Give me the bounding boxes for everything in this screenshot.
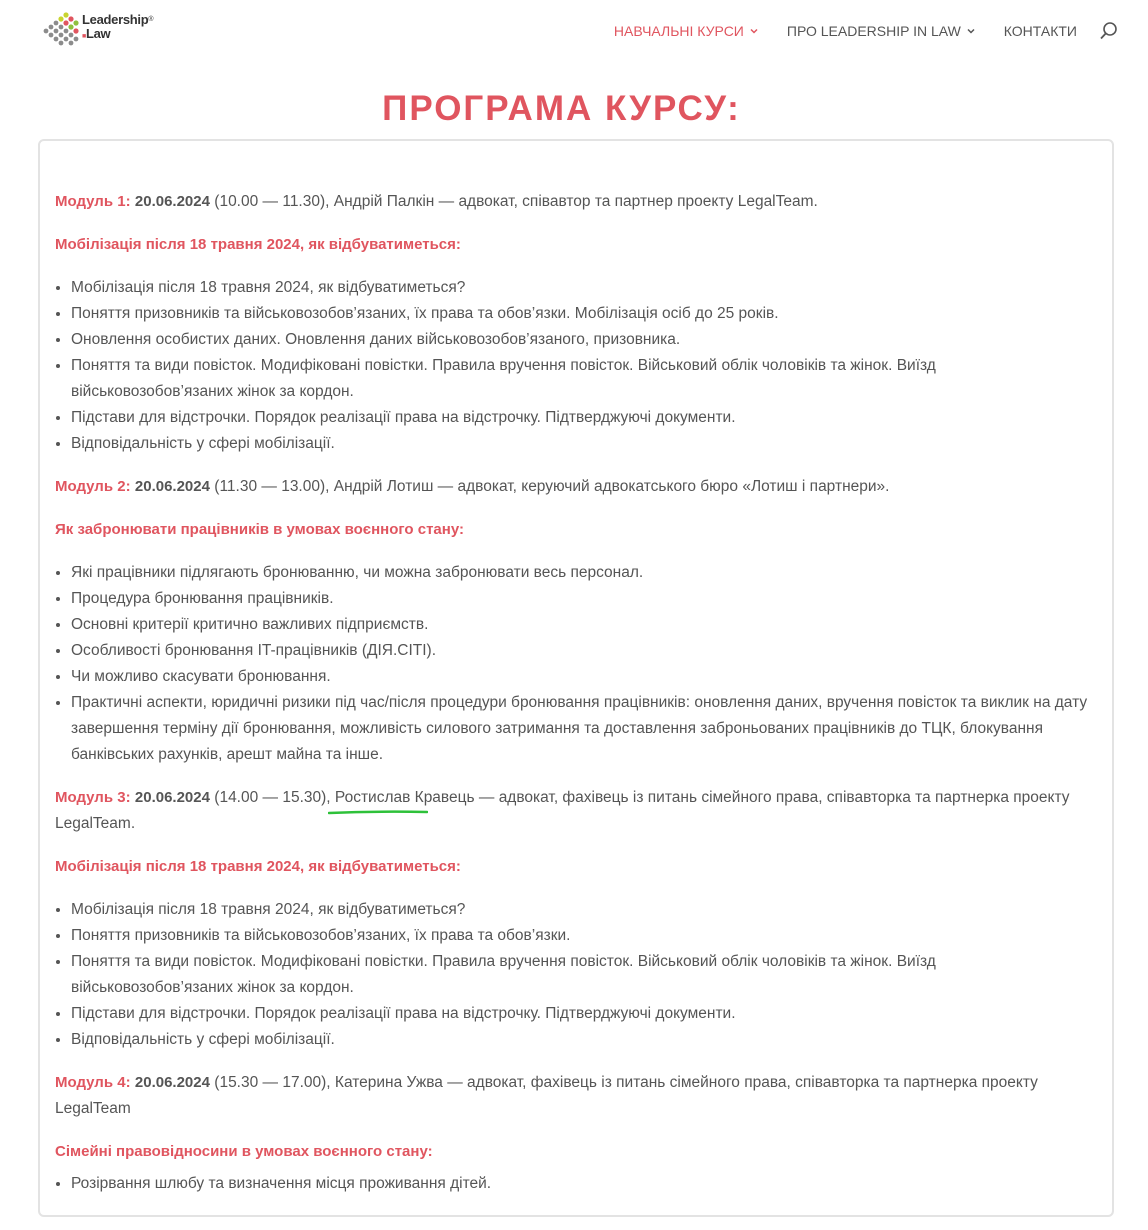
module-1-date: 20.06.2024 xyxy=(134,193,210,210)
nav-item-courses-label: НАВЧАЛЬНІ КУРСИ xyxy=(613,23,744,39)
nav-item-courses[interactable] xyxy=(614,23,758,39)
logo-line-1: Leadership xyxy=(82,12,149,27)
list-item: • Процедура бронювання працівників. xyxy=(71,586,1095,612)
module-4-time: (15.30 — 17.00), xyxy=(214,1074,331,1091)
module-1-list xyxy=(55,275,1095,457)
list-item: • Основні критерії критично важливих підприємств. xyxy=(71,612,1095,638)
module-2-key: Модуль 2: xyxy=(55,478,131,495)
list-item: • Відповідальність у сфері мобілізації. xyxy=(71,1027,1095,1053)
module-3-speaker-name-text: Ростислав Кравець — xyxy=(334,789,495,806)
module-3-topic: Мобілізація після 18 травня 2024, як відбуватиметься: xyxy=(55,858,461,875)
module-2-time: (11.30 — 13.00), xyxy=(214,478,330,495)
module-4-header xyxy=(55,1070,1095,1122)
logo-dots-icon xyxy=(42,11,82,47)
page-title: ПРОГРАМА КУРСУ: xyxy=(382,89,741,129)
module-2-topic: Як забронювати працівників в умовах воєнного стану: xyxy=(55,521,464,538)
nav-item-about-label: ПРО LEADERSHIP IN LAW xyxy=(786,23,961,39)
logo-wordmark xyxy=(82,13,153,44)
list-item: • Розірвання шлюбу та визначення місця проживання дітей. xyxy=(71,1171,1095,1197)
nav-item-about[interactable] xyxy=(787,23,975,39)
module-2-list xyxy=(55,560,1095,768)
site-logo[interactable] xyxy=(42,11,152,47)
module-3-time: (14.00 — 15.30), xyxy=(214,789,331,806)
list-item: • Мобілізація після 18 травня 2024, як відбуватиметься? xyxy=(71,275,1095,301)
list-item: • Практичні аспекти, юридичні ризики під час/після процедури бронювання працівників: оновлення даних, вручення повісток та виклик на дату завершення терміну дії бронювання, можливість силового затримання та доставлення заброньованих працівників до ТЦК, блокування банківських рахунків, арешт майна та інше. xyxy=(71,690,1095,768)
logo-registered-mark: ® xyxy=(148,16,154,23)
list-item: • Поняття призовників та військовозобов’язаних, їх права та обов’язки. Мобілізація осіб до 25 років. xyxy=(71,301,1095,327)
module-1-time: (10.00 — 11.30), xyxy=(214,193,330,210)
module-3-speaker-name xyxy=(335,789,494,806)
module-4-key: Модуль 4: xyxy=(55,1074,131,1091)
module-2-speaker: Андрій Лотиш — адвокат, керуючий адвокатського бюро «Лотиш і партнери». xyxy=(333,478,890,495)
list-item: • Поняття призовників та військовозобов’язаних, їх права та обов’язки. xyxy=(71,923,1095,949)
search-icon[interactable] xyxy=(1099,21,1119,41)
main-nav xyxy=(614,21,1148,41)
module-1-speaker: Андрій Палкін — адвокат, співавтор та партнер проекту LegalTeam. xyxy=(333,193,818,210)
list-item: • Мобілізація після 18 травня 2024, як відбуватиметься? xyxy=(71,897,1095,923)
module-4-topic: Сімейні правовідносини в умовах воєнного стану: xyxy=(55,1143,433,1160)
nav-item-contacts[interactable] xyxy=(1004,23,1077,39)
module-2-date: 20.06.2024 xyxy=(134,478,210,495)
module-1-key: Модуль 1: xyxy=(55,193,131,210)
logo-in-mark-icon: ■ xyxy=(82,33,86,40)
module-3-header xyxy=(55,785,1095,837)
list-item: • Які працівники підлягають бронюванню, чи можна забронювати весь персонал. xyxy=(71,560,1095,586)
module-4-list xyxy=(55,1171,1095,1197)
module-1-header xyxy=(55,189,1095,215)
module-3-date: 20.06.2024 xyxy=(134,789,210,806)
list-item: • Поняття та види повісток. Модифіковані повістки. Правила вручення повісток. Військовий облік чоловіків та жінок. Виїзд військовозобов’язаних жінок за кордон. xyxy=(71,353,1095,405)
list-item: • Підстави для відстрочки. Порядок реалізації права на відстрочку. Підтверджуючі документи. xyxy=(71,405,1095,431)
module-3-speaker: адвокат, фахівець із питань сімейного права, співавторка та партнерка проекту LegalTeam. xyxy=(55,789,1070,832)
list-item: • Поняття та види повісток. Модифіковані повістки. Правила вручення повісток. Військовий облік чоловіків та жінок. Виїзд військовозобов’язаних жінок за кордон. xyxy=(71,949,1095,1001)
list-item: • Оновлення особистих даних. Оновлення даних військовозобов’язаного, призовника. xyxy=(71,327,1095,353)
logo-line-2: Law xyxy=(85,26,111,41)
nav-item-contacts-label: КОНТАКТИ xyxy=(1003,23,1077,39)
list-item: • Відповідальність у сфері мобілізації. xyxy=(71,431,1095,457)
module-2-header xyxy=(55,474,1095,500)
module-3-list xyxy=(55,897,1095,1053)
module-4-speaker: Катерина Ужва — адвокат, фахівець із питань сімейного права, співавторка та партнерка проекту LegalTeam xyxy=(55,1074,1038,1117)
list-item: • Чи можливо скасувати бронювання. xyxy=(71,664,1095,690)
site-header xyxy=(0,0,1148,60)
course-program-card xyxy=(38,139,1114,1217)
list-item: • Підстави для відстрочки. Порядок реалізації права на відстрочку. Підтверджуючі документи. xyxy=(71,1001,1095,1027)
chevron-down-icon xyxy=(967,27,975,35)
course-program-content xyxy=(55,189,1095,1214)
list-item: • Особливості бронювання IT-працівників (ДІЯ.СІТІ). xyxy=(71,638,1095,664)
module-1-topic: Мобілізація після 18 травня 2024, як відбуватиметься: xyxy=(55,236,461,253)
highlight-underline xyxy=(328,809,428,815)
module-3-key: Модуль 3: xyxy=(55,789,131,806)
chevron-down-icon xyxy=(750,27,758,35)
module-4-date: 20.06.2024 xyxy=(134,1074,210,1091)
